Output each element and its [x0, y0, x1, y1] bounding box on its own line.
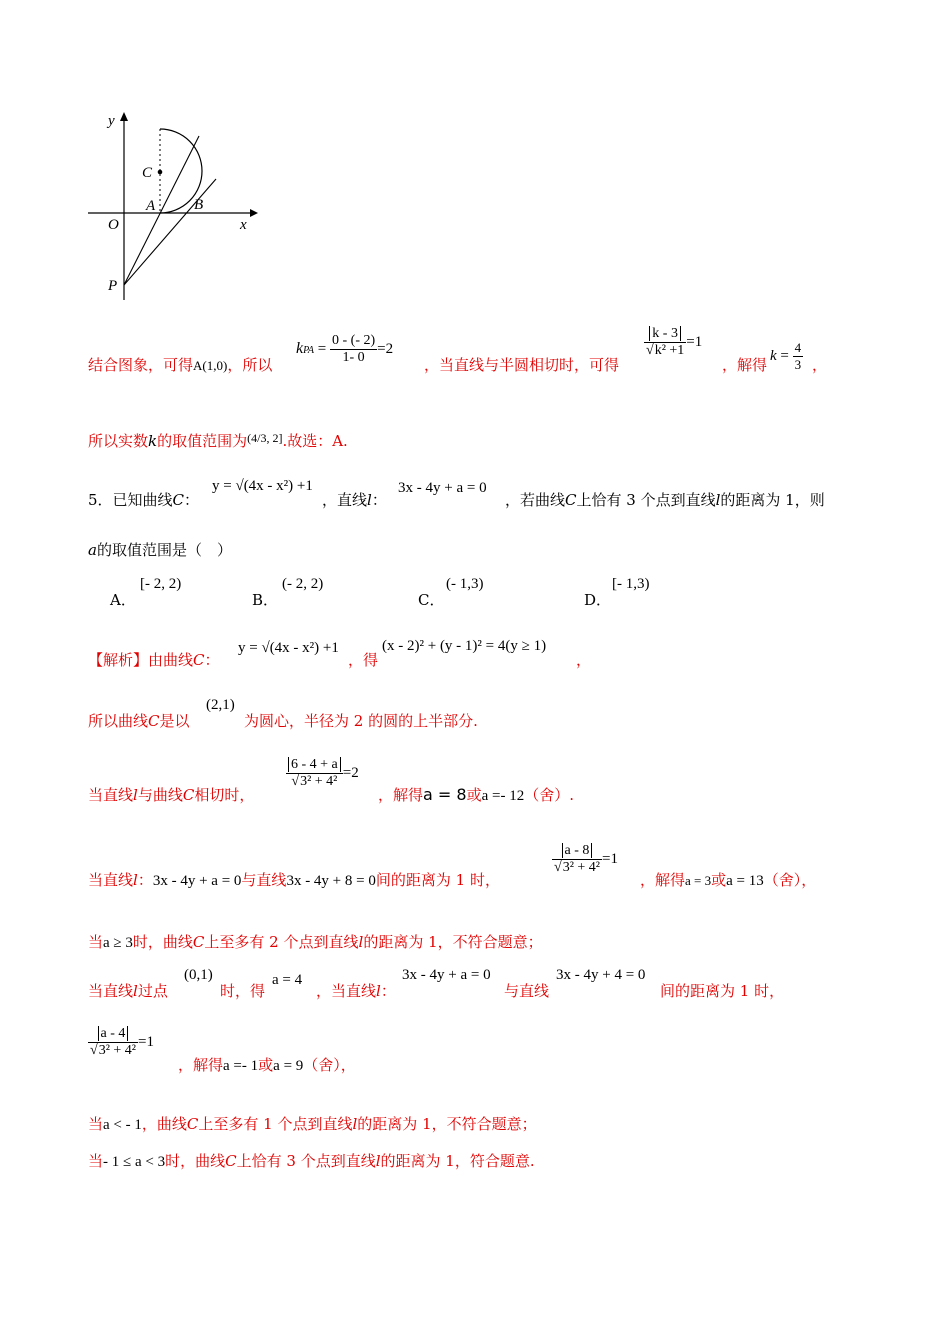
- label-a: A: [146, 198, 156, 214]
- solution-line-6: [88, 981, 168, 1001]
- condition: a ≥ 3: [103, 935, 133, 951]
- condition: a < - 1: [103, 1117, 142, 1133]
- text: 或: [258, 1056, 274, 1074]
- text: 所以曲线: [88, 712, 149, 730]
- text: 或: [711, 871, 727, 889]
- distance-formula-4: $\frac{a - 4}{\text{√3² + 4²}}$ =1: [90, 1026, 154, 1058]
- k-denominator: k² +1: [654, 343, 685, 358]
- value: =1: [601, 850, 618, 867]
- text: 与直线: [241, 871, 287, 889]
- option-b-label[interactable]: B．: [252, 591, 279, 609]
- text: ，所以: [227, 356, 273, 374]
- text: ，当直线: [316, 982, 377, 1000]
- text-group: [316, 981, 396, 1001]
- option-a-label[interactable]: A．: [110, 591, 136, 609]
- denominator: 3² + 4²: [300, 774, 338, 789]
- line-2: 3x - 4y + 8 = 0: [286, 873, 376, 889]
- label-c: C: [142, 165, 153, 181]
- text: 时，曲线: [132, 933, 193, 951]
- text: ，曲线: [141, 1115, 187, 1133]
- text: 时，得: [220, 982, 266, 1000]
- text: ，解得: [378, 786, 424, 804]
- option-d-value[interactable]: [- 1,3): [612, 576, 650, 592]
- line-pb: [124, 179, 216, 285]
- solution-line-3: [88, 785, 254, 805]
- center-point: [158, 170, 163, 175]
- tangent-distance-formula: $\frac{6 - 4 + a}{\text{√3² + 4²}}$ =2: [286, 757, 359, 790]
- denominator: 3² + 4²: [562, 860, 600, 875]
- text: 上恰有 3 个点到直线: [576, 491, 716, 509]
- text: 时，曲线: [165, 1152, 226, 1170]
- text: ，得: [348, 651, 379, 669]
- denominator: 3² + 4²: [98, 1043, 136, 1058]
- value: =1: [137, 1033, 154, 1050]
- text: 当直线: [88, 982, 134, 1000]
- text: 当直线: [88, 786, 134, 804]
- text: ，解得: [640, 871, 686, 889]
- var-l: l: [376, 982, 381, 1000]
- var-c: C: [193, 651, 205, 669]
- text: 过点: [137, 982, 168, 1000]
- solution-2: a =- 12: [481, 788, 525, 804]
- option-d-label[interactable]: D．: [584, 591, 612, 609]
- text-group: [322, 490, 387, 510]
- text: ，解得: [722, 356, 768, 374]
- text: ：: [204, 651, 220, 669]
- text: 为圆心，半径为 2 的圆的上半部分.: [244, 712, 478, 730]
- text: 或: [466, 786, 482, 804]
- line-1: 3x - 4y + a = 0: [152, 873, 242, 889]
- analysis-tag: 【解析】: [88, 651, 149, 669]
- var-l: l: [367, 491, 372, 509]
- solution-2: a = 13: [726, 873, 764, 889]
- var-l: l: [375, 1152, 381, 1170]
- solution-line-2: [88, 711, 190, 731]
- text: 与曲线: [137, 786, 183, 804]
- option-c-label[interactable]: C．: [418, 591, 445, 609]
- solution-1: a =- 1: [223, 1058, 259, 1074]
- numerator: a - 4: [98, 1026, 129, 1041]
- text: 间的距离为 1 时，: [375, 871, 500, 889]
- text: 是以: [159, 712, 190, 730]
- text: 5．已知曲线: [88, 491, 173, 509]
- var-c: C: [182, 786, 195, 804]
- text: ，若曲线: [505, 491, 566, 509]
- solution-2: a = 9: [273, 1058, 304, 1074]
- var-c: C: [565, 491, 577, 509]
- line-equation: 3x - 4y + a = 0: [398, 480, 487, 496]
- text: 的距离为 1，不符合题意；: [363, 933, 543, 951]
- var-l: l: [133, 786, 138, 804]
- tangent-condition: $\frac{k - 3}{\text{√k² +1}}$ =1: [646, 326, 703, 358]
- text: 当: [88, 1152, 104, 1170]
- var-l: l: [133, 982, 138, 1000]
- option-a-value[interactable]: [- 2, 2): [140, 576, 182, 592]
- text: ，: [576, 651, 592, 669]
- k-value: =1: [686, 333, 703, 350]
- coordinate-figure: [80, 105, 270, 305]
- var-l: l: [358, 933, 364, 951]
- value: =2: [342, 764, 359, 781]
- text: ：: [371, 491, 387, 509]
- solution-line-4: [88, 870, 500, 891]
- label-o: O: [108, 217, 119, 233]
- solution-1: a = 8: [423, 785, 467, 804]
- text: （舍）.: [524, 786, 574, 804]
- text: 当: [88, 933, 104, 951]
- solution-line-9: [88, 1151, 535, 1172]
- conclusion-line-2: [88, 428, 348, 451]
- question-5-stem-2: [88, 540, 232, 560]
- text: 与直线: [504, 982, 550, 1000]
- slope-pa-formula: kPA = $\frac{0 - (- 2)}{1- 0}$ =2: [296, 333, 394, 365]
- text-group: [640, 870, 816, 891]
- text: 上至多有 2 个点到直线: [204, 933, 359, 951]
- text-group: [378, 785, 574, 806]
- text: 当直线: [88, 871, 134, 889]
- k-sol-den: 3: [794, 357, 802, 372]
- text: ：: [184, 491, 200, 509]
- question-5-stem: [88, 490, 199, 510]
- point-a: A(1,0): [193, 358, 228, 373]
- y-axis-arrow: [120, 112, 128, 121]
- conclusion-line-1: [88, 355, 272, 376]
- solution-1: a = 3: [685, 873, 712, 888]
- kpa-numerator: 0 - (- 2): [332, 333, 376, 348]
- label-p: P: [108, 278, 118, 294]
- k-numerator: k - 3: [649, 326, 681, 341]
- text: 由曲线: [148, 651, 194, 669]
- text: ，直线: [322, 491, 368, 509]
- line-1: 3x - 4y + a = 0: [402, 967, 491, 983]
- center-point-value: (2,1): [206, 697, 235, 713]
- text: ，: [812, 356, 828, 374]
- solution-line-7: [178, 1055, 356, 1076]
- text: （舍），: [303, 1056, 356, 1074]
- text: ，当直线与半圆相切时，可得: [424, 356, 620, 374]
- line-2: 3x - 4y + 4 = 0: [556, 967, 646, 983]
- var-c: C: [172, 491, 185, 509]
- text: .故选：A.: [282, 432, 348, 450]
- solution-line-1: [88, 650, 220, 670]
- option-c-value[interactable]: (- 1,3): [446, 576, 484, 592]
- var-a: a: [88, 541, 97, 559]
- label-y: y: [108, 113, 115, 129]
- a-value: a = 4: [272, 972, 303, 988]
- text: 的取值范围为: [157, 432, 248, 450]
- solution-line-8: [88, 1114, 537, 1135]
- text: （舍），: [763, 871, 817, 889]
- var-l: l: [352, 1115, 358, 1133]
- condition: - 1 ≤ a < 3: [103, 1154, 166, 1170]
- text: 所以实数: [88, 432, 149, 450]
- distance-formula-8: $\frac{a - 8}{\text{√3² + 4²}}$ =1: [554, 843, 618, 875]
- label-x: x: [240, 217, 247, 233]
- text: 相切时，: [194, 786, 255, 804]
- solution-line-5: [88, 932, 543, 953]
- text-group: [505, 490, 825, 510]
- point-value: (0,1): [184, 967, 213, 983]
- var-l: l: [715, 491, 721, 509]
- text: 间的距离为 1 时，: [660, 982, 785, 1000]
- k-range: (4/3, 2]: [247, 431, 283, 445]
- text: 的取值范围是（ ）: [96, 541, 232, 559]
- var-k: k: [148, 432, 158, 450]
- label-b: B: [194, 197, 204, 213]
- text: ：: [137, 871, 153, 889]
- text: ，解得: [178, 1056, 224, 1074]
- text: 上至多有 1 个点到直线: [198, 1115, 353, 1133]
- var-c: C: [192, 933, 205, 951]
- text: 结合图象，可得: [88, 356, 194, 374]
- text: 上恰有 3 个点到直线: [236, 1152, 376, 1170]
- x-axis-arrow: [250, 209, 258, 217]
- text: 的距离为 1，不符合题意；: [357, 1115, 537, 1133]
- k-solution: k = $\frac{4}{3}$: [770, 340, 802, 372]
- text: ：: [380, 982, 396, 1000]
- var-l: l: [133, 871, 138, 889]
- option-b-value[interactable]: (- 2, 2): [282, 576, 324, 592]
- text: 当: [88, 1115, 104, 1133]
- text: 的距离为 1，则: [720, 491, 825, 509]
- text: 的距离为 1，符合题意.: [380, 1152, 535, 1170]
- kpa-denominator: 1- 0: [342, 350, 365, 365]
- curve-equation: y = √(4x - x²) +1: [212, 478, 313, 494]
- curve-equation: y = √(4x - x²) +1: [238, 640, 339, 656]
- circle-equation: (x - 2)² + (y - 1)² = 4(y ≥ 1): [382, 638, 547, 654]
- line-pa: [124, 136, 199, 285]
- var-c: C: [225, 1152, 237, 1170]
- numerator: a - 8: [562, 843, 593, 858]
- numerator: 6 - 4 + a: [288, 757, 341, 772]
- kpa-value: =2: [377, 340, 394, 357]
- var-c: C: [148, 712, 160, 730]
- var-c: C: [186, 1115, 199, 1133]
- k-sol-num: 4: [794, 340, 802, 355]
